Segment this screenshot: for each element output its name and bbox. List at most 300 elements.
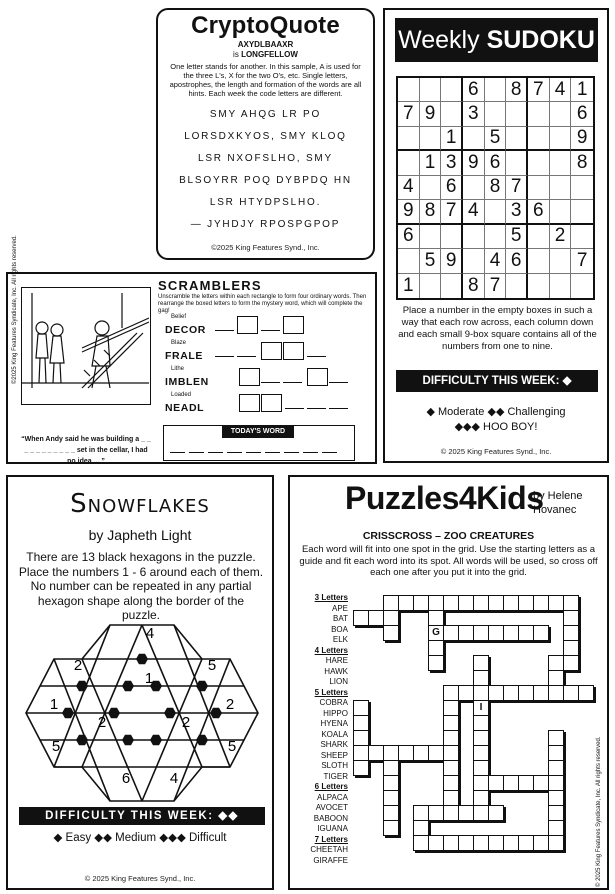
black-hexagon [76,681,88,691]
clue-number: 1 [144,670,154,687]
word-list-item[interactable]: BOA [331,624,348,634]
grid-cell[interactable] [548,775,564,791]
sudoku-cell[interactable] [441,225,463,249]
grid-cell[interactable] [503,685,519,701]
sudoku-cell[interactable] [463,127,485,151]
word-list-item[interactable]: COBRA [319,698,348,707]
grid-cell[interactable] [443,775,459,791]
grid-cell[interactable] [488,805,504,821]
sudoku-cell: 7 [528,78,550,102]
word-list-item[interactable]: APE [331,603,348,613]
grid-cell[interactable] [473,805,489,821]
sudoku-cell[interactable] [528,151,550,175]
sudoku-instructions: Place a number in the empty boxes in such a way that each row across, each column down and each small 9-box square contains all of the numbers from one to nine. [398,305,597,352]
grid-cell[interactable] [458,625,474,641]
grid-cell[interactable] [443,730,459,746]
grid-cell[interactable] [383,745,399,761]
clue-number: 2 [73,657,83,674]
grid-cell[interactable] [473,790,489,806]
sudoku-panel [383,8,609,463]
grid-cell[interactable] [383,625,399,641]
sudoku-cell: 4 [485,249,507,273]
sudoku-cell: 5 [485,127,507,151]
grid-cell[interactable] [563,685,579,701]
sudoku-cell[interactable] [528,127,550,151]
clue-number: 5 [227,738,237,755]
sudoku-cell: 8 [571,151,593,175]
sudoku-cell[interactable] [528,102,550,126]
black-hexagon [164,708,176,718]
grid-cell[interactable] [548,745,564,761]
sudoku-cell[interactable] [398,249,420,273]
grid-cell[interactable] [503,625,519,641]
grid-cell[interactable] [488,595,504,611]
sudoku-levels-1: ◆ Moderate ◆◆ Challenging [426,406,566,418]
grid-cell[interactable] [488,835,504,851]
sudoku-cell: 1 [571,78,593,102]
sudoku-difficulty: DIFFICULTY THIS WEEK: ◆ [396,370,598,392]
todays-word-box[interactable] [163,425,355,461]
grid-cell[interactable] [473,775,489,791]
word-list-item[interactable]: HIPPO [323,708,348,718]
grid-cell[interactable] [473,625,489,641]
sudoku-cell[interactable] [398,127,420,151]
grid-cell[interactable] [518,685,534,701]
answer-box[interactable] [283,342,304,360]
grid-cell[interactable] [488,775,504,791]
grid-cell[interactable] [473,655,489,671]
sudoku-cell: 1 [420,151,442,175]
grid-cell[interactable] [503,775,519,791]
clue-number: 5 [207,657,217,674]
mystery-blank[interactable] [246,452,261,453]
answer-blank[interactable] [215,330,234,331]
grid-cell[interactable] [443,760,459,776]
grid-cell[interactable] [398,595,414,611]
grid-cell[interactable] [428,805,444,821]
grid-cell[interactable] [443,805,459,821]
sudoku-cell[interactable] [506,102,528,126]
grid-cell[interactable] [443,790,459,806]
grid-cell[interactable] [473,760,489,776]
sudoku-cell[interactable] [550,249,572,273]
word-list-item[interactable]: GIRAFFE [313,855,348,865]
answer-blank[interactable] [283,382,302,383]
grid-cell[interactable] [398,745,414,761]
word-list-item[interactable]: BAT [333,614,348,623]
sample-code: AXYDLBAAXR [237,40,294,49]
black-hexagon [136,654,148,664]
sudoku-cell: 8 [506,78,528,102]
sudoku-cell: 3 [506,200,528,224]
sudoku-cell[interactable] [420,225,442,249]
sudoku-cell: 7 [571,249,593,273]
todays-word-label: TODAY'S WORD [222,425,294,438]
sudoku-cell: 8 [420,200,442,224]
grid-cell[interactable] [548,655,564,671]
grid-cell[interactable] [563,595,579,611]
word-list-item[interactable]: TIGER [323,771,348,781]
sudoku-cell[interactable] [420,78,442,102]
sudoku-cell: 4 [550,78,572,102]
grid-cell[interactable] [473,835,489,851]
grid-cell[interactable] [353,745,369,761]
mystery-blank[interactable] [303,452,318,453]
sudoku-cell[interactable] [528,274,550,298]
sudoku-cell[interactable] [485,200,507,224]
grid-cell[interactable] [383,775,399,791]
grid-cell[interactable] [353,700,369,716]
word-list-item[interactable]: IGUANA [317,824,348,833]
snowflakes-author: by Japheth Light [88,527,192,543]
sudoku-cell: 8 [463,274,485,298]
black-hexagon [150,735,162,745]
mystery-blank[interactable] [170,452,185,453]
grid-cell[interactable] [548,670,564,686]
grid-cell[interactable] [548,805,564,821]
grid-cell[interactable] [383,760,399,776]
snowflakes-title: Snowflakes [70,489,210,519]
grid-cell[interactable] [443,700,459,716]
sudoku-cell: 8 [485,176,507,200]
sudoku-cell[interactable] [485,225,507,249]
grid-cell[interactable] [383,805,399,821]
cipher-line: LSR HTYDPSLHO. [209,197,322,208]
grid-cell[interactable] [413,820,429,836]
sudoku-cell[interactable] [506,274,528,298]
answer-blank[interactable] [329,408,348,409]
sudoku-cell[interactable] [463,225,485,249]
sudoku-levels-2: ◆◆◆ HOO BOY! [454,421,538,433]
sudoku-cell[interactable] [571,176,593,200]
cipher-line: LSR NXOFSLHO, SMY [197,153,334,164]
grid-cell[interactable] [413,835,429,851]
grid-cell[interactable] [548,595,564,611]
grid-cell[interactable] [458,835,474,851]
sudoku-cell: 9 [420,102,442,126]
word-list-item[interactable]: HAWK [324,666,348,676]
word-list-item[interactable]: SLOTH [321,761,348,770]
scramble-letters: FRALE [165,350,203,362]
sudoku-cell: 5 [420,249,442,273]
grid-cell[interactable] [428,835,444,851]
cryptoquote-title: CryptoQuote [191,12,340,39]
sudoku-cell[interactable] [463,176,485,200]
sudoku-cell[interactable] [398,151,420,175]
grid-cell[interactable] [533,595,549,611]
word-list-item[interactable]: CHEETAH [310,845,348,854]
grid-cell[interactable] [473,670,489,686]
scramble-clue: Blaze [171,340,187,346]
cryptoquote-panel [156,8,375,260]
grid-cell[interactable] [428,610,444,626]
answer-blank[interactable] [329,382,348,383]
sudoku-cell[interactable] [506,127,528,151]
sudoku-cell[interactable] [571,274,593,298]
word-list-item[interactable]: HARE [325,656,348,665]
grid-cell[interactable]: I [473,700,489,716]
sudoku-cell[interactable] [550,274,572,298]
sudoku-cell: 6 [571,102,593,126]
sudoku-cell[interactable] [485,102,507,126]
answer-box[interactable] [283,316,304,334]
grid-cell[interactable] [548,790,564,806]
sudoku-cell[interactable] [506,151,528,175]
sudoku-title-bold: SUDOKU [486,26,595,54]
word-group-heading: 5 Letters [314,687,348,697]
black-hexagon [76,735,88,745]
sudoku-cell[interactable] [441,78,463,102]
sudoku-cell: 9 [441,249,463,273]
grid-cell[interactable] [563,610,579,626]
sudoku-cell: 6 [441,176,463,200]
black-hexagon [108,708,120,718]
grid-cell[interactable] [413,805,429,821]
sudoku-cell: 5 [506,225,528,249]
sudoku-cell[interactable] [441,102,463,126]
grid-cell[interactable] [488,625,504,641]
grid-cell[interactable] [443,625,459,641]
cartoon-caption: “When Andy said he was building a _ _ _ _ _ _ _ _ _ _ _ set in the cellar, I had no idea ... ” [21,436,151,465]
clue-number: 2 [181,714,191,731]
sudoku-cell: 7 [485,274,507,298]
grid-cell[interactable] [473,595,489,611]
kids-vertical-copyright: © 2025 King Features Syndicate, Inc. All rights reserved. [596,736,602,887]
grid-cell[interactable] [548,820,564,836]
sudoku-cell: 2 [550,225,572,249]
sudoku-cell[interactable] [420,127,442,151]
scramble-clue: Loaded [171,392,192,398]
answer-blank[interactable] [261,382,280,383]
scramble-clue: Belief [171,314,187,320]
answer-box[interactable] [237,316,258,334]
sudoku-cell: 4 [463,200,485,224]
grid-cell[interactable] [443,745,459,761]
grid-cell[interactable] [383,595,399,611]
grid-cell[interactable] [353,730,369,746]
clue-number: 4 [169,770,179,787]
grid-cell[interactable] [443,715,459,731]
snowflake-grid[interactable] [22,623,262,805]
grid-cell[interactable] [533,625,549,641]
mystery-blank[interactable] [208,452,223,453]
sudoku-cell[interactable] [441,274,463,298]
clue-number: 6 [121,770,131,787]
word-list-item[interactable]: ALPACA [317,792,348,802]
sudoku-cell: 3 [463,102,485,126]
grid-cell[interactable] [413,595,429,611]
word-list-item[interactable]: AVOCET [315,803,348,812]
sudoku-cell: 7 [441,200,463,224]
grid-cell[interactable] [383,610,399,626]
word-list-item[interactable]: SHEEP [320,750,348,760]
grid-cell[interactable] [518,625,534,641]
sudoku-cell: 6 [485,151,507,175]
sudoku-cell[interactable] [550,176,572,200]
grid-cell[interactable] [563,655,579,671]
cipher-line: BLSOYRR POQ DYBPDQ HN [179,175,352,186]
grid-cell[interactable] [353,715,369,731]
mystery-blank[interactable] [227,452,242,453]
scramblers-subtitle: Unscramble the letters within each rectangle to form four ordinary words. Then rearrange the boxed letters to form the mystery word, which will complete the gag! [158,294,367,314]
sudoku-cell[interactable] [528,225,550,249]
sudoku-cell[interactable] [420,274,442,298]
grid-cell[interactable] [578,685,594,701]
grid-cell[interactable] [563,640,579,656]
grid-cell[interactable] [548,685,564,701]
scramblers-vertical-copyright: ©2025 King Features Syndicate, Inc. All rights reserved. [12,235,18,384]
clue-number: 2 [97,714,107,731]
grid-cell[interactable] [548,730,564,746]
sudoku-grid[interactable] [396,76,595,300]
grid-cell[interactable] [428,595,444,611]
word-list-item[interactable]: BABOON [313,813,348,823]
sudoku-cell: 6 [506,249,528,273]
sudoku-cell[interactable] [571,225,593,249]
grid-cell[interactable] [473,715,489,731]
sudoku-cell[interactable] [571,200,593,224]
sudoku-cell: 3 [441,151,463,175]
grid-cell[interactable] [473,685,489,701]
answer-box[interactable] [261,394,282,412]
clue-number: 2 [225,696,235,713]
sudoku-cell[interactable] [398,78,420,102]
grid-cell[interactable] [518,775,534,791]
grid-cell[interactable] [428,655,444,671]
grid-cell[interactable] [503,835,519,851]
sudoku-title-light: Weekly [398,26,480,54]
grid-cell[interactable] [383,820,399,836]
answer-blank[interactable] [237,356,256,357]
grid-cell[interactable] [353,760,369,776]
grid-cell[interactable] [503,595,519,611]
grid-cell[interactable] [563,625,579,641]
sudoku-cell: 1 [398,274,420,298]
mystery-blank[interactable] [189,452,204,453]
clue-number: 4 [145,625,155,642]
sudoku-cell[interactable] [550,200,572,224]
black-hexagon [62,708,74,718]
mystery-blank[interactable] [322,452,337,453]
sample-word: LONGFELLOW [241,50,298,59]
word-list-item[interactable]: HYENA [320,719,348,728]
cryptoquote-copyright: ©2025 King Features Synd., Inc. [211,243,320,252]
word-list-item[interactable]: ELK [332,635,348,644]
grid-cell[interactable] [473,730,489,746]
sudoku-cell: 6 [528,200,550,224]
grid-cell[interactable] [488,685,504,701]
answer-blank[interactable] [215,356,234,357]
cryptoquote-rules: One letter stands for another. In this sample, A is used for the three L's, X for the two O's, etc. Single letters, apostrophes, the length and formation of the words are all hints. Each week the code letters are different. [169,62,362,98]
sudoku-header [395,18,598,62]
grid-cell[interactable] [458,595,474,611]
grid-cell[interactable] [383,790,399,806]
kids-author: by Helene Hovanec [533,490,583,516]
answer-box[interactable] [239,394,260,412]
sudoku-copyright: © 2025 King Features Synd., Inc. [440,447,552,456]
grid-cell[interactable] [368,745,384,761]
grid-cell[interactable] [443,835,459,851]
cipher-line: LORSDXKYOS, SMY KLOQ [184,131,347,142]
answer-blank[interactable] [307,408,326,409]
sudoku-cell[interactable] [528,249,550,273]
black-hexagon [122,681,134,691]
sudoku-cell[interactable] [485,78,507,102]
scramble-clue: Lithe [171,366,185,372]
snowflakes-copyright: © 2025 King Features Synd., Inc. [84,874,196,883]
word-group-heading: 3 Letters [314,593,348,602]
snowflakes-difficulty: DIFFICULTY THIS WEEK: ◆◆ [19,807,265,825]
word-list [296,593,348,866]
word-list-item[interactable]: LION [329,677,348,686]
grid-cell[interactable] [533,835,549,851]
sudoku-cell[interactable] [550,151,572,175]
cipher-line: — JYHDJY RPOSPGPOP [190,219,341,230]
grid-cell[interactable] [428,640,444,656]
grid-cell[interactable] [548,835,564,851]
grid-cell[interactable]: G [428,625,444,641]
answer-box[interactable] [261,342,282,360]
grid-cell[interactable] [518,835,534,851]
answer-box[interactable] [307,368,328,386]
grid-cell[interactable] [443,595,459,611]
word-list-item[interactable]: KOALA [321,729,348,739]
sudoku-cell[interactable] [528,176,550,200]
scramblers-title: SCRAMBLERS [158,278,262,293]
mystery-blank[interactable] [265,452,280,453]
grid-cell[interactable] [458,685,474,701]
answer-blank[interactable] [261,330,280,331]
grid-cell[interactable] [428,745,444,761]
sudoku-cell: 6 [463,78,485,102]
cartoon-image [21,287,151,405]
sudoku-cell: 6 [398,225,420,249]
word-list-item[interactable]: SHARK [320,740,348,749]
scramble-letters: NEADL [165,402,205,414]
grid-cell[interactable] [473,745,489,761]
sudoku-cell[interactable] [420,176,442,200]
scramble-letters: IMBLEN [165,376,209,388]
sudoku-cell[interactable] [463,249,485,273]
grid-cell[interactable] [518,595,534,611]
mystery-blank[interactable] [284,452,299,453]
answer-box[interactable] [239,368,260,386]
grid-cell[interactable] [458,805,474,821]
sudoku-cell[interactable] [550,127,572,151]
black-hexagon [210,708,222,718]
word-group-heading: 4 Letters [314,645,348,655]
clue-number: 1 [49,696,59,713]
sudoku-cell: 9 [463,151,485,175]
answer-blank[interactable] [285,408,304,409]
sudoku-cell[interactable] [550,102,572,126]
snowflakes-panel [6,475,274,890]
grid-cell[interactable] [443,685,459,701]
word-group-heading: 6 Letters [314,782,348,791]
grid-cell[interactable] [368,610,384,626]
puzzles4kids-panel [288,475,609,890]
grid-cell[interactable] [413,745,429,761]
grid-cell[interactable] [548,760,564,776]
word-group-heading: 7 Letters [314,834,348,844]
cipher-line: SMY AHQG LR PO [209,109,322,120]
snowflakes-levels: ◆ Easy ◆◆ Medium ◆◆◆ Difficult [53,832,227,844]
grid-cell[interactable] [533,775,549,791]
grid-cell[interactable] [353,610,369,626]
clue-number: 5 [51,738,61,755]
answer-blank[interactable] [307,356,326,357]
grid-cell[interactable] [533,685,549,701]
